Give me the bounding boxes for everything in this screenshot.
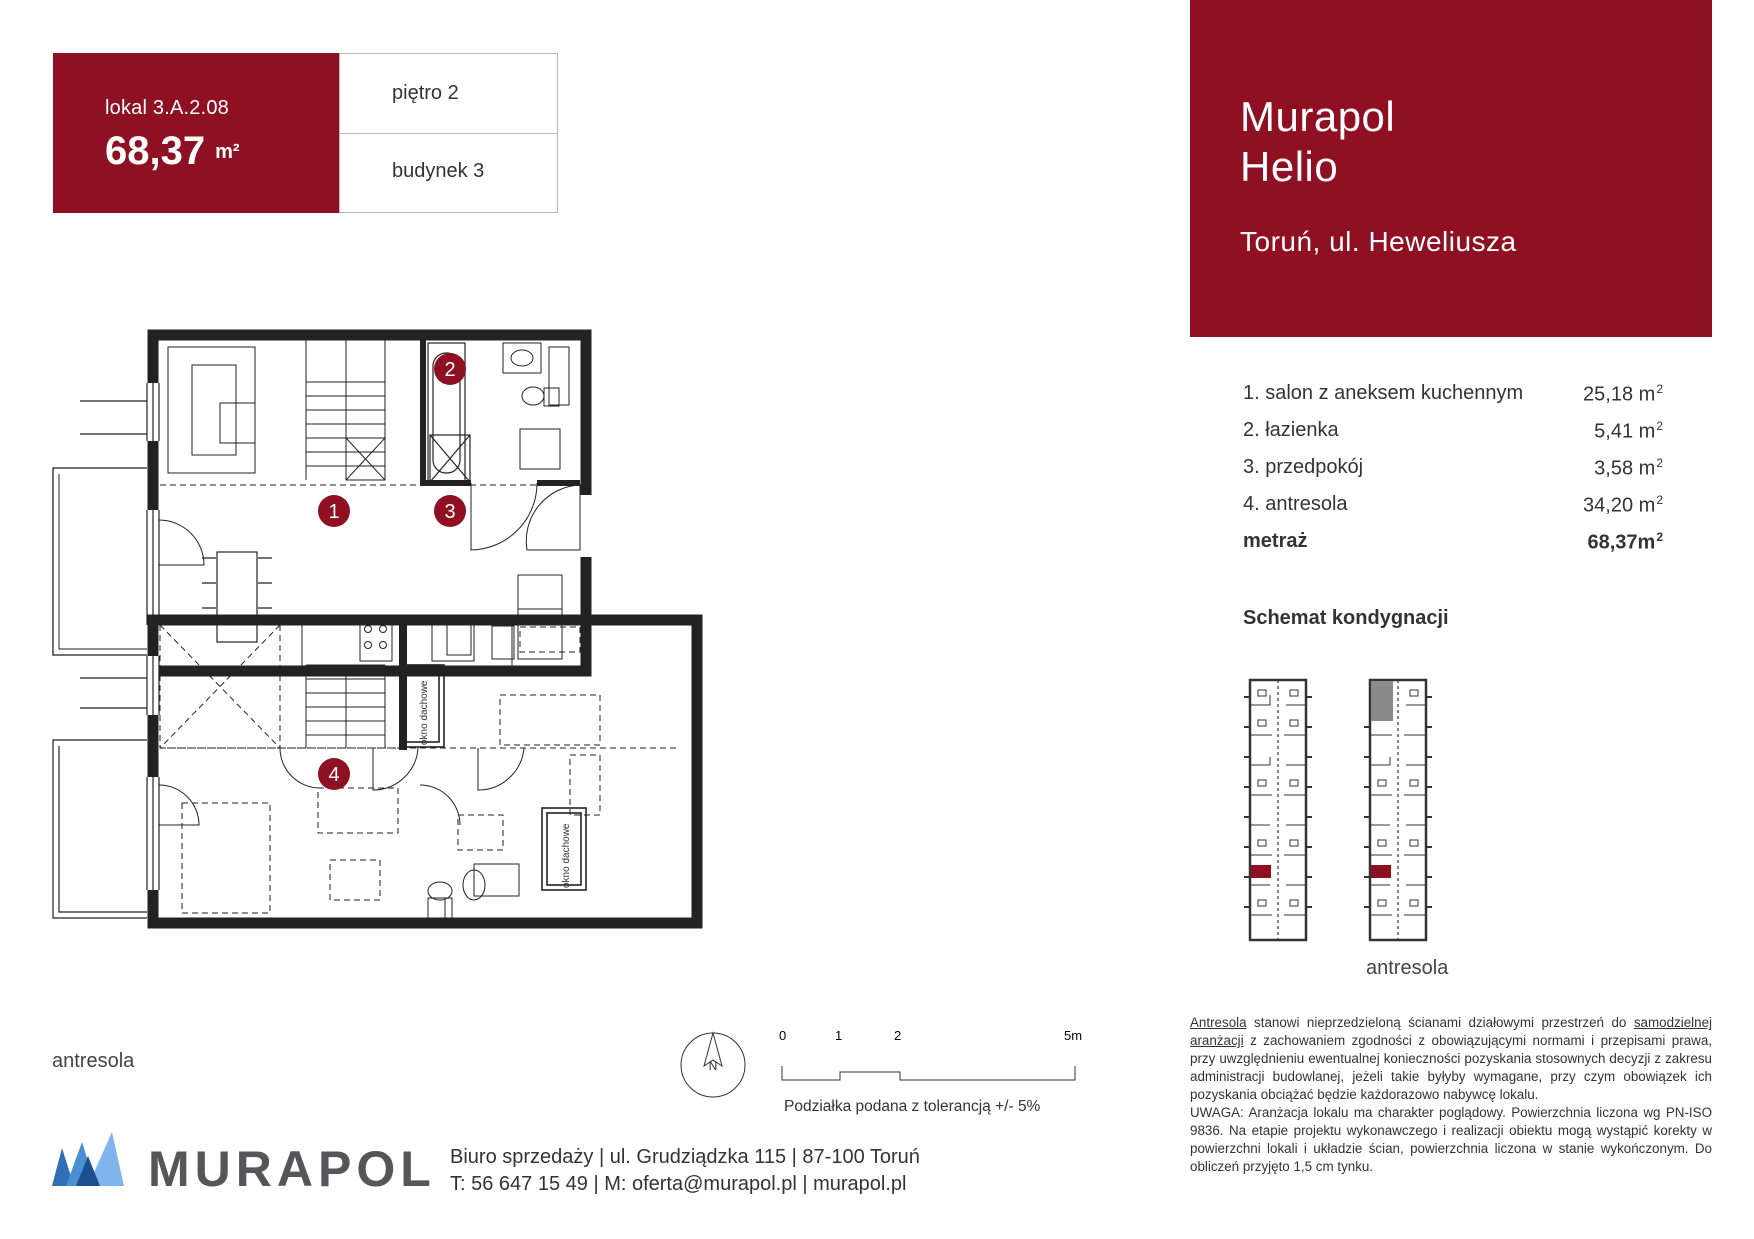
schema-unit-marker-right bbox=[1371, 865, 1391, 878]
bathroom-fixtures bbox=[503, 343, 569, 469]
room-name: 2. łazienka bbox=[1243, 419, 1339, 441]
floor-plan bbox=[40, 325, 720, 1040]
murapol-logo-icon bbox=[52, 1132, 124, 1188]
balcony-outline bbox=[53, 468, 147, 655]
project-panel bbox=[1190, 0, 1712, 337]
floor-schema bbox=[1230, 675, 1450, 950]
room-name: 4. antresola bbox=[1243, 493, 1348, 515]
room-marker-3 bbox=[434, 495, 466, 527]
footer-contact-line: T: 56 647 15 49 | M: oferta@murapol.pl | murapol.pl bbox=[450, 1173, 907, 1195]
stairs-lower bbox=[306, 340, 385, 480]
room-name: 1. salon z aneksem kuchennym bbox=[1243, 382, 1524, 404]
scale-tick-5m: 5m bbox=[1064, 1028, 1083, 1043]
rooms-table bbox=[1243, 382, 1663, 567]
room-row bbox=[1243, 382, 1663, 419]
schema-building-left bbox=[1244, 680, 1312, 940]
dining-table bbox=[202, 552, 272, 642]
unit-info-table bbox=[339, 53, 558, 213]
unit-area-value: 68,37 bbox=[105, 129, 206, 173]
room-area: 3,58 $m^2$ bbox=[1594, 456, 1663, 480]
room-row bbox=[1243, 493, 1663, 530]
schema-stair-void bbox=[1371, 681, 1393, 721]
skylight-label-2: okno dachowe bbox=[561, 823, 572, 888]
room-marker-4 bbox=[318, 758, 350, 790]
sofa bbox=[168, 347, 255, 473]
total-row bbox=[1243, 530, 1663, 567]
note-mezzanine: Antresola stanowi nieprzedzieloną ścianami działowymi przestrzeń do samodzielnej aranżacji z zachowaniem zgodności z obowiązującymi normami i przepisami prawa, przy uwzględnieniu ewentualnej konieczności pozyskania stosownych decyzji z zakresu administracji budowlanej, jeżeli takie byłyby wymagane, przy czym obowiązek ich pozyskania obciążać będzie każdorazowo nabywcę lokalu. bbox=[1190, 1015, 1712, 1102]
floor-row bbox=[340, 54, 557, 134]
skylight-label-1: okno dachowe bbox=[419, 680, 430, 745]
scale-tick-1: 1 bbox=[835, 1028, 843, 1043]
plan-level-label: antresola bbox=[52, 1050, 135, 1072]
scale-bar bbox=[782, 1066, 1075, 1080]
scale-tick-0: 0 bbox=[779, 1028, 787, 1043]
note-disclaimer: UWAGA: Aranżacja lokalu ma charakter poglądowy. Powierzchnia liczona wg PN-ISO 9836. Na etapie projektu wykonawczego i realizacji obiektu mogą wystąpić korekty w powierzchni lokali i układzie ścian, powierzchnia liczona w stanie wykończonym. Do obliczeń przyjęto 1,5 cm tynku. bbox=[1190, 1105, 1712, 1174]
stairs-upper bbox=[306, 665, 385, 748]
svg-text:1: 1 bbox=[328, 501, 340, 523]
footer-address-line: Biuro sprzedaży | ul. Grudziądzka 115 | 87-100 Toruń bbox=[450, 1146, 920, 1168]
project-name-line1: Murapol bbox=[1240, 93, 1396, 140]
scale-note: Podziałka podana z tolerancją +/- 5% bbox=[784, 1098, 1041, 1115]
building-row bbox=[340, 134, 557, 212]
room-area: 34,20 $m^2$ bbox=[1583, 493, 1663, 517]
schema-unit-marker-left bbox=[1251, 865, 1271, 878]
svg-text:3: 3 bbox=[444, 501, 456, 523]
svg-text:4: 4 bbox=[328, 764, 340, 786]
project-name bbox=[1240, 92, 1395, 192]
svg-text:2: 2 bbox=[444, 359, 456, 381]
total-area: $68,37m^2$ bbox=[1587, 530, 1663, 554]
scale-and-north bbox=[680, 1028, 1083, 1098]
project-location: Toruń, ul. Heweliusza bbox=[1240, 226, 1517, 257]
unit-summary-box bbox=[53, 53, 339, 213]
room-marker-1 bbox=[318, 495, 350, 527]
building-text: budynek 3 bbox=[392, 160, 485, 182]
legal-notes bbox=[1190, 1014, 1712, 1176]
room-row bbox=[1243, 456, 1663, 493]
schema-label: antresola bbox=[1366, 957, 1449, 979]
room-area: 25,18 $m^2$ bbox=[1583, 382, 1663, 406]
floor-text: piętro 2 bbox=[392, 82, 459, 104]
room-name: 3. przedpokój bbox=[1243, 456, 1364, 478]
room-row bbox=[1243, 419, 1663, 456]
schema-title: Schemat kondygnacji bbox=[1243, 607, 1449, 629]
unit-label: lokal 3.A.2.08 bbox=[105, 97, 229, 119]
north-label: N bbox=[708, 1059, 718, 1073]
footer-contact bbox=[450, 1144, 920, 1198]
total-label: metraż bbox=[1243, 530, 1308, 552]
unit-area bbox=[105, 129, 240, 174]
unit-area-unit: m² bbox=[215, 141, 240, 163]
murapol-logo-text: MURAPOL bbox=[148, 1141, 436, 1197]
project-name-line2: Helio bbox=[1240, 143, 1339, 190]
room-marker-2 bbox=[434, 353, 466, 385]
scale-tick-2: 2 bbox=[894, 1028, 902, 1043]
room-area: 5,41 $m^2$ bbox=[1594, 419, 1663, 443]
